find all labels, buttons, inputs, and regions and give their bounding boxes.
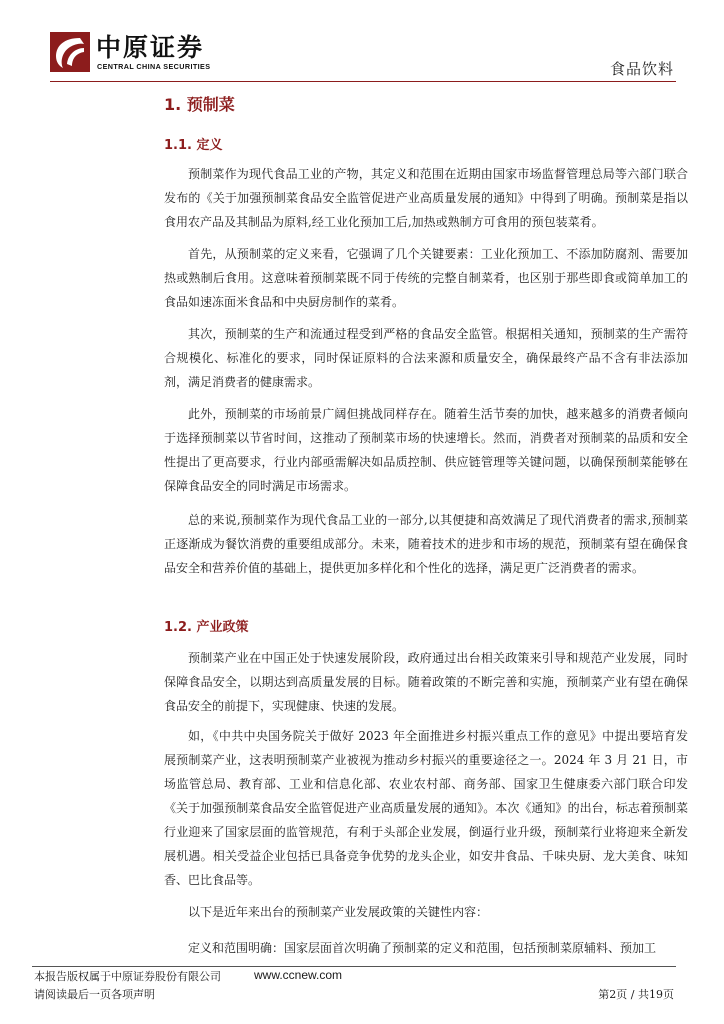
subsection-title-definition: 1.1. 定义 [164,138,223,153]
logo-chinese-name: 中原证券 [96,33,205,62]
subsection-title-policy: 1.2. 产业政策 [164,620,249,635]
paragraph: 总的来说,预制菜作为现代食品工业的一部分,以其便捷和高效满足了现代消费者的需求,预制菜正逐渐成为餐饮消费的重要组成部分。未来，随着技术的进步和市场的规范，预制菜有望在确保食品安全和营养价值的基础上，提供更加多样化和个性化的选择，满足更广泛消费者的需求。 [164,513,688,575]
paragraph: 此外，预制菜的市场前景广阔但挑战同样存在。随着生活节奏的加快，越来越多的消费者倾向于选择预制菜以节省时间，这推动了预制菜市场的快速增长。然而，消费者对预制菜的品质和安全性提出了更高要求，行业内部亟需解决如品质控制、供应链管理等关键问题，以确保预制菜能够在保障食品安全的同时满足市场需求。 [164,407,688,493]
logo-mark-icon [50,32,90,72]
header-divider [50,81,676,82]
paragraph: 预制菜作为现代食品工业的产物，其定义和范围在近期由国家市场监督管理总局等六部门联合发布的《关于加强预制菜食品安全监管促进产业高质量发展的通知》中得到了明确。预制菜是指以食用农产品及其制品为原料,经工业化预加工后,加热或熟制方可食用的预包装菜肴。 [164,167,688,229]
footer-copyright: 本报告版权属于中原证券股份有限公司 [34,970,221,983]
paragraph: 其次，预制菜的生产和流通过程受到严格的食品安全监管。根据相关通知，预制菜的生产需符合规模化、标准化的要求，同时保证原料的合法来源和质量安全，确保最终产品不含有非法添加剂，满足消费者的健康需求。 [164,327,688,389]
report-category: 食品饮料 [609,60,674,78]
paragraph: 以下是近年来出台的预制菜产业发展政策的关键性内容： [188,905,489,919]
paragraph: 首先，从预制菜的定义来看，它强调了几个关键要素：工业化预加工、不添加防腐剂、需要加热或熟制后食用。这意味着预制菜既不同于传统的完整自制菜肴，也区别于那些即食或简单加工的食品如速冻面米食品和中央厨房制作的菜肴。 [164,247,688,309]
company-logo [50,32,230,74]
section-title: 1. 预制菜 [164,95,235,114]
page-number: 第2页 / 共19页 [598,988,674,1001]
logo-english-name: CENTRAL CHINA SECURITIES [97,62,211,71]
paragraph: 如，《中共中央国务院关于做好 2023 年全面推进乡村振兴重点工作的意见》中提出要培育发展预制菜产业，这表明预制菜产业被视为推动乡村振兴的重要途径之一。2024 年 3 月 21 日，市场监管总局、教育部、工业和信息化部、农业农村部、商务部、国家卫生健康委六部门联合印发《关于加强预制菜食品安全监管促进产业高质量发展的通知》。本次《通知》的出台，标志着预制菜行业迎来了国家层面的监管规范，有利于头部企业发展，倒逼行业升级，预制菜行业将迎来全新发展机遇。相关受益企业包括已具备竞争优势的龙头企业，如安井食品、千味央厨、龙大美食、味知香、巴比食品等。 [164,729,688,887]
footer-divider [32,966,676,967]
paragraph: 预制菜产业在中国正处于快速发展阶段，政府通过出台相关政策来引导和规范产业发展，同时保障食品安全，以期达到高质量发展的目标。随着政策的不断完善和实施，预制菜产业有望在确保食品安全的前提下，实现健康、快速的发展。 [164,651,688,713]
footer-disclaimer: 请阅读最后一页各项声明 [34,988,155,1001]
paragraph: 定义和范围明确：国家层面首次明确了预制菜的定义和范围，包括预制菜原辅料、预加工 [188,941,657,955]
footer-website-link[interactable]: www.ccnew.com [254,968,343,982]
